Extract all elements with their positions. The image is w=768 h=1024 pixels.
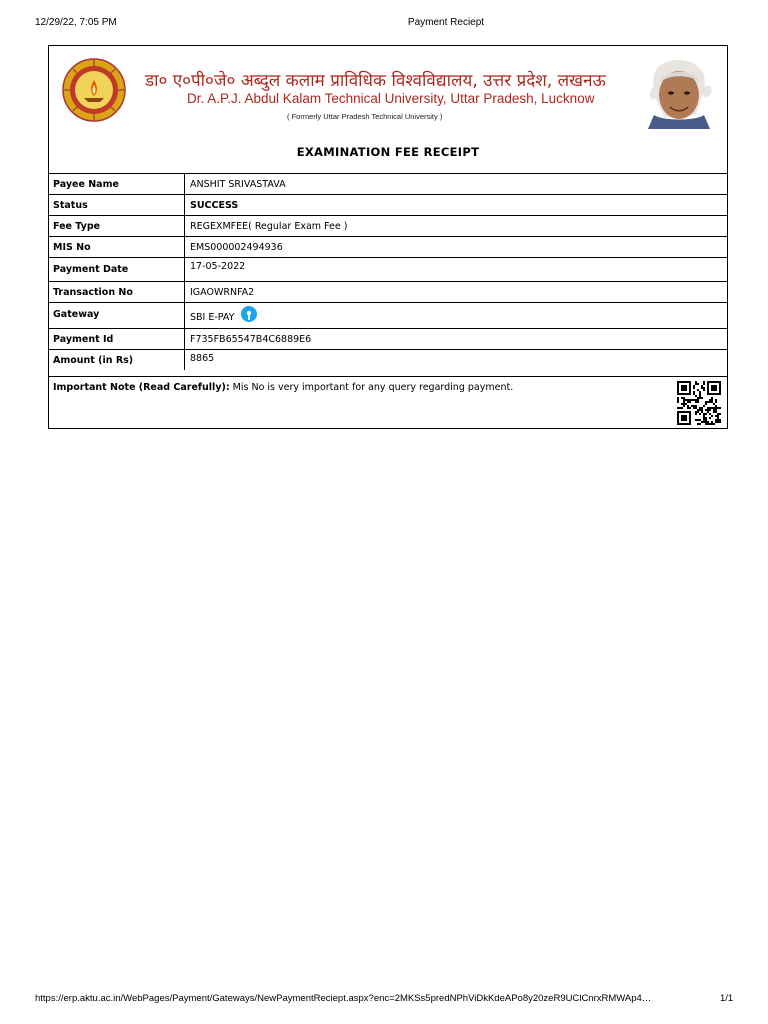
university-banner: [49, 46, 727, 173]
table-row: [49, 281, 727, 302]
row-value-cell: [184, 195, 727, 215]
row-value: F735FB65547B4C6889E6: [184, 329, 727, 349]
row-value: 8865: [184, 350, 727, 370]
row-value-cell: [184, 303, 727, 328]
note-body: Mis No is very important for any query regarding payment.: [229, 382, 514, 393]
row-label: Gateway: [53, 309, 100, 320]
table-row: [49, 236, 727, 257]
note-text: [53, 382, 513, 393]
print-header: [0, 17, 768, 31]
print-footer: [0, 993, 768, 1007]
sbi-logo-icon: [241, 306, 257, 322]
receipt-table: [49, 173, 727, 370]
print-url: https://erp.aktu.ac.in/WebPages/Payment/Gateways/NewPaymentReciept.aspx?enc=2MKSs5predNPhViDkKdeAPo8y20zeR9UClCnrxRMWAp4…: [35, 993, 652, 1004]
status-value: SUCCESS: [190, 200, 239, 211]
university-name-hindi: डा० ए०पी०जे० अब्दुल कलाम प्राविधिक विश्वविद्यालय, उत्तर प्रदेश, लखनऊ: [145, 71, 606, 91]
table-row: [49, 328, 727, 349]
table-row: [49, 215, 727, 236]
row-label: Payee Name: [53, 179, 119, 190]
note-label: Important Note (Read Carefully):: [53, 382, 230, 393]
row-label: Payment Date: [53, 264, 129, 275]
print-page-number: 1/1: [720, 993, 734, 1004]
table-row: [49, 257, 727, 281]
row-value: EMS000002494936: [184, 237, 727, 257]
row-value: ANSHIT SRIVASTAVA: [184, 174, 727, 194]
table-row: [49, 173, 727, 194]
row-label: Transaction No: [53, 287, 133, 298]
portrait-image: [640, 55, 718, 129]
print-doc-title: Payment Reciept: [407, 17, 485, 28]
row-label: MIS No: [53, 242, 91, 253]
row-label: Status: [53, 200, 88, 211]
row-label: Payment Id: [53, 334, 114, 345]
row-label: Fee Type: [53, 221, 101, 232]
university-name-english: Dr. A.P.J. Abdul Kalam Technical University, Uttar Pradesh, Lucknow: [187, 91, 595, 106]
row-value: 17-05-2022: [184, 258, 727, 281]
gateway-value: SBI E-PAY: [190, 312, 235, 323]
row-value: IGAOWRNFA2: [184, 282, 727, 302]
university-logo-icon: [62, 58, 126, 122]
receipt-container: [48, 45, 728, 429]
row-label: Amount (in Rs): [53, 355, 134, 366]
table-row: [49, 349, 727, 370]
table-row: [49, 302, 727, 328]
print-datetime: 12/29/22, 7:05 PM: [35, 17, 117, 28]
important-note: [49, 376, 727, 429]
qr-code-icon: [677, 381, 721, 425]
receipt-heading: EXAMINATION FEE RECEIPT: [296, 145, 480, 159]
row-value: REGEXMFEE( Regular Exam Fee ): [184, 216, 727, 236]
table-row: [49, 194, 727, 215]
university-formerly: ( Formerly Uttar Pradesh Technical University ): [287, 112, 443, 121]
